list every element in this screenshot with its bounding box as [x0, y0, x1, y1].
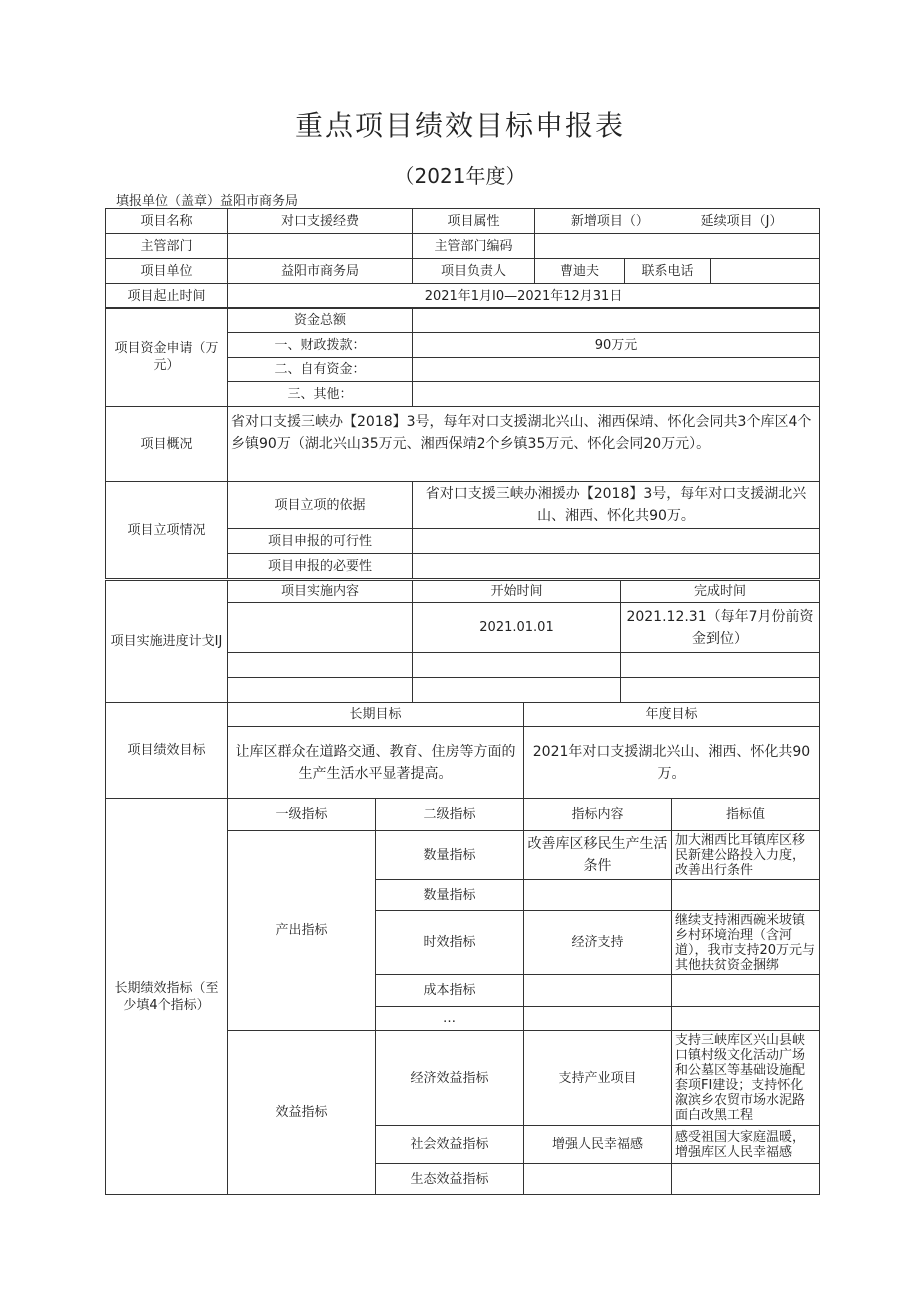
benefit-level2: 经济效益指标 [376, 1031, 524, 1126]
funds-fiscal-value: 90万元 [413, 333, 820, 358]
funds-table [105, 307, 820, 579]
output-indicator-label: 产出指标 [228, 831, 376, 1031]
output-content [524, 975, 672, 1007]
benefit-value: 支持三峡库区兴山县峡口镇村级文化活动广场和公墓区等基础设施配套项FI建设；支持怀化溆滨乡农贸市场水泥路面白改黑工程 [672, 1031, 820, 1126]
page-title: 重点项目绩效目标申报表 [294, 109, 625, 142]
funds-label: 项目资金申请（万元） [106, 308, 228, 407]
goals-annual-value: 2021年对口支援湖北兴山、湘西、怀化共90万。 [524, 727, 820, 799]
leader-label: 项目负责人 [413, 259, 535, 284]
indicators-col1: 一级指标 [228, 799, 376, 831]
time-label: 项目起止时间 [106, 284, 228, 309]
output-level2: … [376, 1007, 524, 1031]
project-name-value: 对口支援经费 [228, 209, 413, 234]
attr-new: 新增项目（） [570, 213, 649, 229]
output-level2: 数量指标 [376, 831, 524, 880]
output-value [672, 880, 820, 911]
funds-other-value [413, 382, 820, 407]
benefit-indicator-label: 效益指标 [228, 1031, 376, 1195]
output-level2: 数量指标 [376, 880, 524, 911]
dept-label: 主管部门 [106, 234, 228, 259]
goals-long-value: 让库区群众在道路交通、教育、住房等方面的生产生活水平显著提高。 [228, 727, 524, 799]
indicators-table [105, 798, 820, 1195]
dept-code-label: 主管部门编码 [413, 234, 535, 259]
output-level2: 时效指标 [376, 911, 524, 975]
approval-label: 项目立项情况 [106, 482, 228, 579]
funds-own-value [413, 358, 820, 382]
schedule-row-start [413, 678, 621, 703]
overview-label: 项目概况 [106, 407, 228, 482]
benefit-content [524, 1164, 672, 1195]
schedule-row-end [621, 653, 820, 678]
project-attr-value [535, 209, 820, 234]
benefit-value: 感受祖国大家庭温暖，增强库区人民幸福感 [672, 1126, 820, 1164]
indicators-col2: 二级指标 [376, 799, 524, 831]
unit-value: 益阳市商务局 [228, 259, 413, 284]
attr-continued: 延续项目（J） [700, 213, 783, 229]
time-value: 2021年1月I0—2021年12月31日 [228, 284, 820, 309]
funds-other-label: 三、其他： [228, 382, 413, 407]
output-content [524, 1007, 672, 1031]
basic-info-table [105, 208, 820, 309]
benefit-content: 增强人民幸福感 [524, 1126, 672, 1164]
schedule-row-content [228, 603, 413, 653]
funds-fiscal-label: 一、财政拨款： [228, 333, 413, 358]
output-content: 经济支持 [524, 911, 672, 975]
phone-value [711, 259, 820, 284]
necessity-label: 项目申报的必要性 [228, 554, 413, 579]
project-attr-label: 项目属性 [413, 209, 535, 234]
funds-total-value [413, 308, 820, 333]
feasibility-value [413, 529, 820, 554]
output-content [524, 880, 672, 911]
goals-annual-label: 年度目标 [524, 703, 820, 727]
indicators-label: 长期绩效指标（至少填4个指标） [106, 799, 228, 1195]
schedule-label: 项目实施进度计戈IJ [106, 581, 228, 703]
output-level2: 成本指标 [376, 975, 524, 1007]
project-name-label: 项目名称 [106, 209, 228, 234]
reporting-unit: 填报单位（盖章）益阳市商务局 [116, 194, 299, 209]
output-value: 加大湘西比耳镇库区移民新建公路投入力度，改善出行条件 [672, 831, 820, 880]
schedule-col-start: 开始时间 [413, 581, 621, 603]
leader-value: 曹迪夫 [535, 259, 625, 284]
schedule-row-start: 2021.01.01 [413, 603, 621, 653]
goals-table [105, 702, 820, 799]
indicators-col3: 指标内容 [524, 799, 672, 831]
schedule-row-start [413, 653, 621, 678]
output-value [672, 975, 820, 1007]
benefit-value [672, 1164, 820, 1195]
goals-long-label: 长期目标 [228, 703, 524, 727]
overview-text: 省对口支援三峡办【2018】3号，每年对口支援湖北兴山、湘西保靖、怀化会同共3个库区4个乡镇90万（湖北兴山35万元、湘西保靖2个乡镇35万元、怀化会同20万元）。 [228, 407, 820, 482]
phone-label: 联系电话 [625, 259, 711, 284]
schedule-row-end: 2021.12.31（每年7月份前资金到位） [621, 603, 820, 653]
goals-label: 项目绩效目标 [106, 703, 228, 799]
feasibility-label: 项目申报的可行性 [228, 529, 413, 554]
funds-total-label: 资金总额 [228, 308, 413, 333]
unit-label: 项目单位 [106, 259, 228, 284]
schedule-row-end [621, 678, 820, 703]
dept-code-value [535, 234, 820, 259]
schedule-col-content: 项目实施内容 [228, 581, 413, 603]
approval-basis-value: 省对口支援三峡办湘援办【2018】3号，每年对口支援湖北兴山、湘西、怀化共90万。 [413, 482, 820, 529]
output-content: 改善库区移民生产生活条件 [524, 831, 672, 880]
year-subtitle: （2021年度） [394, 164, 526, 188]
benefit-level2: 社会效益指标 [376, 1126, 524, 1164]
benefit-content: 支持产业项目 [524, 1031, 672, 1126]
approval-basis-label: 项目立项的依据 [228, 482, 413, 529]
output-value: 继续支持湘西碗米坡镇乡村环境治理（含河道），我市支持20万元与其他扶贫资金捆绑 [672, 911, 820, 975]
schedule-row-content [228, 653, 413, 678]
necessity-value [413, 554, 820, 579]
benefit-level2: 生态效益指标 [376, 1164, 524, 1195]
funds-own-label: 二、自有资金： [228, 358, 413, 382]
schedule-col-end: 完成时间 [621, 581, 820, 603]
indicators-col4: 指标值 [672, 799, 820, 831]
schedule-table [105, 580, 820, 703]
dept-value [228, 234, 413, 259]
schedule-row-content [228, 678, 413, 703]
output-value [672, 1007, 820, 1031]
